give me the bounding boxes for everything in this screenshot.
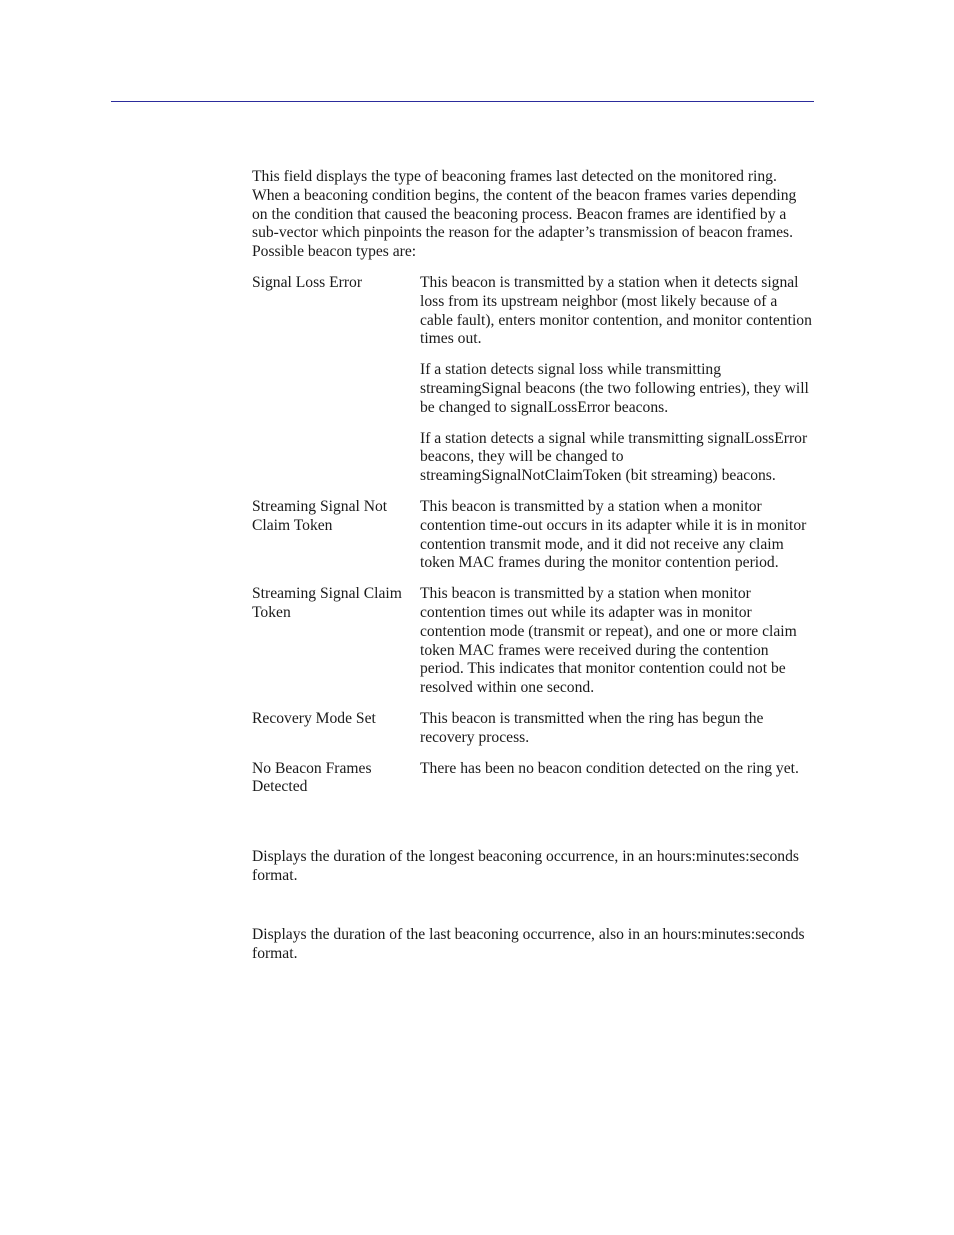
beacon-type-streaming-signal-claim-token [252,585,814,698]
document-body [252,168,814,963]
last-duration-description: Displays the duration of the last beaconing occurrence, also in an hours:minutes:seconds format. [252,925,805,962]
beacon-type-term: Recovery Mode Set [252,709,376,727]
beacon-type-signal-loss-error [252,274,814,486]
description-paragraph: This beacon is transmitted when the ring has begun the recovery process. [420,709,764,746]
description-paragraph: If a station detects signal loss while transmitting streamingSignal beacons (the two following entries), they will be changed to signalLossError beacons. [420,361,809,416]
beacon-type-no-beacon-frames-detected [252,760,814,798]
header-rule [111,101,814,102]
beacon-type-term: No Beacon Frames Detected [252,759,372,796]
beacon-type-description [420,498,814,573]
description-paragraph: If a station detects a signal while transmitting signalLossError beacons, they will be changed to streamingSignalNotClaimToken (bit streaming) beacons. [420,429,808,485]
beacon-type-term: Streaming Signal Claim Token [252,585,402,621]
beacon-type-description [420,585,814,698]
description-paragraph: This beacon is transmitted by a station when monitor contention times out while its adapter was in monitor contention mode (transmit or repeat), and one or more claim token MAC frames were received during the contention period. This indicates that monitor contention could not be resolved within one second. [420,585,797,697]
beacon-types-list [252,274,814,797]
beacon-type-description [420,710,814,748]
description-paragraph: This beacon is transmitted by a station when a monitor contention time-out occurs in its adapter while it is in monitor contention transmit mode, and it did not receive any claim token MAC frames during the monitor contention period. [420,497,807,572]
beacon-type-term: Signal Loss Error [252,273,363,291]
description-paragraph: There has been no beacon condition detected on the ring yet. [420,759,799,777]
description-paragraph: This beacon is transmitted by a station when it detects signal loss from its upstream neighbor (most likely because of a cable fault), enters monitor contention, and monitor contention times out. [420,273,812,348]
beacon-type-description [420,760,814,798]
beacon-type-term: Streaming Signal Not Claim Token [252,497,388,534]
beacon-type-description [420,274,814,486]
beacon-type-recovery-mode-set [252,710,814,748]
longest-duration-description: Displays the duration of the longest beaconing occurrence, in an hours:minutes:seconds format. [252,848,799,884]
beacon-type-streaming-signal-not-claim-token [252,498,814,573]
intro-paragraph: This field displays the type of beaconing frames last detected on the monitored ring. When a beaconing condition begins, the content of the beacon frames varies depending on the condition that caused the beaconing process. Beacon frames are identified by a sub-vector which pinpoints the reason for the adapter’s transmission of beacon frames. Possible beacon types are: [252,168,797,261]
